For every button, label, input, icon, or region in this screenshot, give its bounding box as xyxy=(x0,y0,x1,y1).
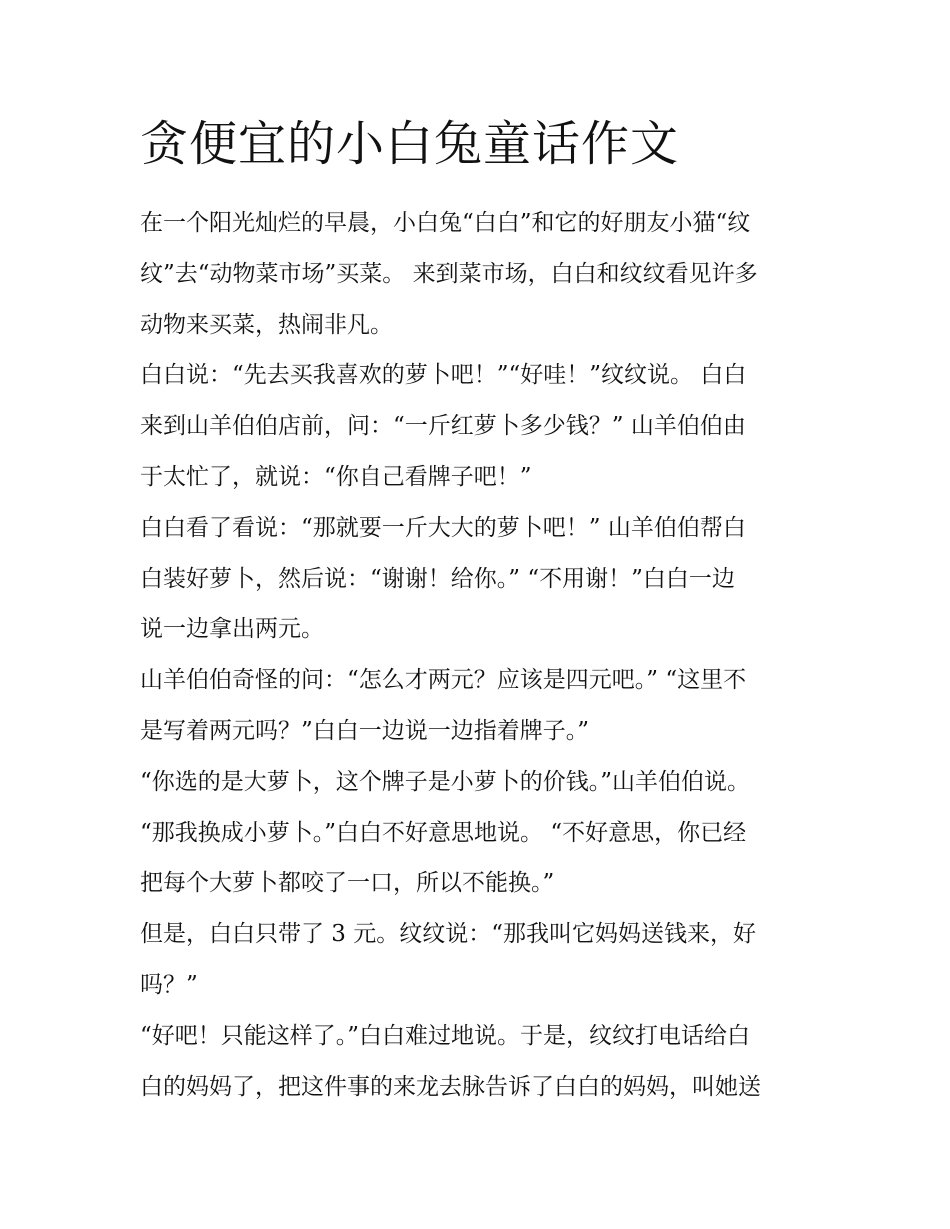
text-line: “你选的是大萝卜，这个牌子是小萝卜的价钱。”山羊伯伯说。 xyxy=(140,768,751,795)
paragraph-2 xyxy=(140,350,830,502)
text-line: 纹”去“动物菜市场”买菜。 来到菜市场，白白和纹纹看见许多 xyxy=(140,260,758,287)
text-line: 来到山羊伯伯店前，问：“一斤红萝卜多少钱？” 山羊伯伯由 xyxy=(140,413,746,440)
paragraph-7 xyxy=(140,909,830,1011)
text-line: 吗？” xyxy=(140,971,198,998)
text-line: “好吧！只能这样了。”白白难过地说。于是，纹纹打电话给白 xyxy=(140,1022,751,1049)
text-line: 于太忙了，就说：“你自己看牌子吧！” xyxy=(140,463,532,490)
paragraph-5 xyxy=(140,757,830,808)
text-line: 白白说：“先去买我喜欢的萝卜吧！”“好哇！”纹纹说。 白白 xyxy=(140,362,747,389)
text-line: 白装好萝卜，然后说：“谢谢！给你。” “不用谢！”白白一边 xyxy=(140,565,735,592)
text-line: 白的妈妈了，把这件事的来龙去脉告诉了白白的妈妈，叫她送 xyxy=(140,1073,761,1100)
text-line: 把每个大萝卜都咬了一口，所以不能换。” xyxy=(140,870,555,897)
document-body xyxy=(140,198,830,1112)
text-line: 是写着两元吗？”白白一边说一边指着牌子。” xyxy=(140,717,590,744)
paragraph-8 xyxy=(140,1011,830,1113)
text-line: 在一个阳光灿烂的早晨，小白兔“白白”和它的好朋友小猫“纹 xyxy=(140,210,751,236)
text-line: “那我换成小萝卜。”白白不好意思地说。 “不好意思，你已经 xyxy=(140,819,747,846)
document-title: 贪便宜的小白兔童话作文 xyxy=(140,116,680,172)
paragraph-4 xyxy=(140,655,830,757)
text-line: 说一边拿出两元。 xyxy=(140,616,324,643)
paragraph-1 xyxy=(140,198,830,350)
text-line: 动物来买菜，热闹非凡。 xyxy=(140,311,393,338)
text-line: 但是，白白只带了 3 元。纹纹说：“那我叫它妈妈送钱来，好 xyxy=(140,921,757,948)
text-line: 白白看了看说：“那就要一斤大大的萝卜吧！” 山羊伯伯帮白 xyxy=(140,514,746,541)
paragraph-3 xyxy=(140,503,830,655)
paragraph-6 xyxy=(140,808,830,910)
text-line: 山羊伯伯奇怪的问：“怎么才两元？应该是四元吧。” “这里不 xyxy=(140,667,747,694)
